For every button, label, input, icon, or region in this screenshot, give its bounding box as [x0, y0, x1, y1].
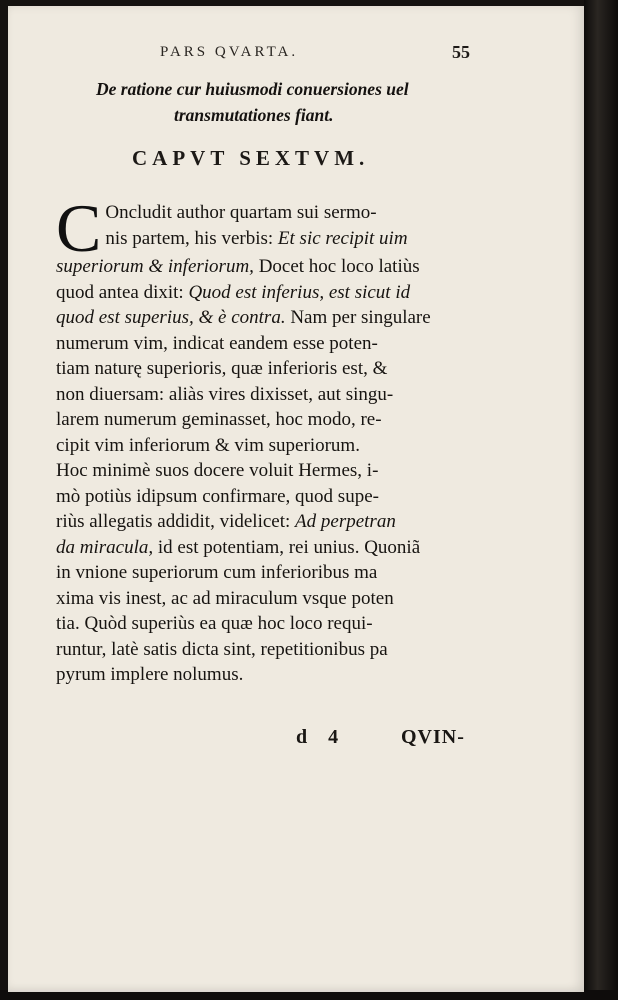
page-number: 55	[452, 42, 470, 62]
text-line: quod antea dixit: Quod est inferius, est sicut id	[56, 281, 411, 303]
text-line: quod est superius, & è contra. Nam per singulare	[56, 307, 431, 328]
subtitle-line-1: De ratione cur huiusmodi conuersiones uel	[96, 79, 409, 99]
catchline	[296, 726, 516, 749]
text-line: nis partem, his verbis: Et sic recipit uim	[105, 227, 408, 249]
subtitle-line-2: transmutationes fiant.	[174, 105, 334, 125]
chapter-subtitle	[96, 76, 496, 128]
text-line: numerum vim, indicat eandem esse poten-	[56, 332, 378, 354]
text-line: xima vis inest, ac ad miraculum vsque poten	[56, 587, 394, 609]
text-line: da miracula, id est potentiam, rei unius. Quoniã	[56, 536, 421, 558]
text-line: pyrum implere nolumus.	[56, 664, 244, 685]
page-edge-right	[584, 0, 618, 1000]
text-line: Oncludit author quartam sui sermo-	[105, 202, 377, 223]
text-line: larem numerum geminasset, hoc modo, re-	[56, 409, 382, 430]
text-line: superiorum & inferiorum, Docet hoc loco latiùs	[56, 256, 420, 277]
body-text	[56, 190, 504, 688]
text-line: tiam naturę superioris, quæ inferioris est, &	[56, 358, 388, 379]
chapter-title: CAPVT SEXTVM.	[132, 146, 370, 170]
text-line: riùs allegatis addidit, videlicet: Ad perpetran	[56, 511, 396, 532]
signature-mark: d 4	[296, 726, 347, 748]
text-line: runtur, latè satis dicta sint, repetitionibus pa	[56, 638, 388, 660]
text-line: cipit vim inferiorum & vim superiorum.	[56, 434, 360, 456]
text-line: tia. Quòd superiùs ea quæ hoc loco requi-	[56, 613, 373, 634]
text-line: non diuersam: aliàs vires dixisset, aut singu-	[56, 383, 394, 405]
drop-cap: C	[56, 190, 102, 266]
text-line: mò potiùs idipsum confirmare, quod supe-	[56, 485, 379, 507]
text-line: in vnione superiorum cum inferioribus ma	[56, 562, 378, 583]
running-head: PARS QVARTA.	[160, 44, 299, 60]
catchword: QVIN-	[401, 726, 465, 748]
text-line: Hoc minimè suos docere voluit Hermes, i-	[56, 460, 379, 481]
